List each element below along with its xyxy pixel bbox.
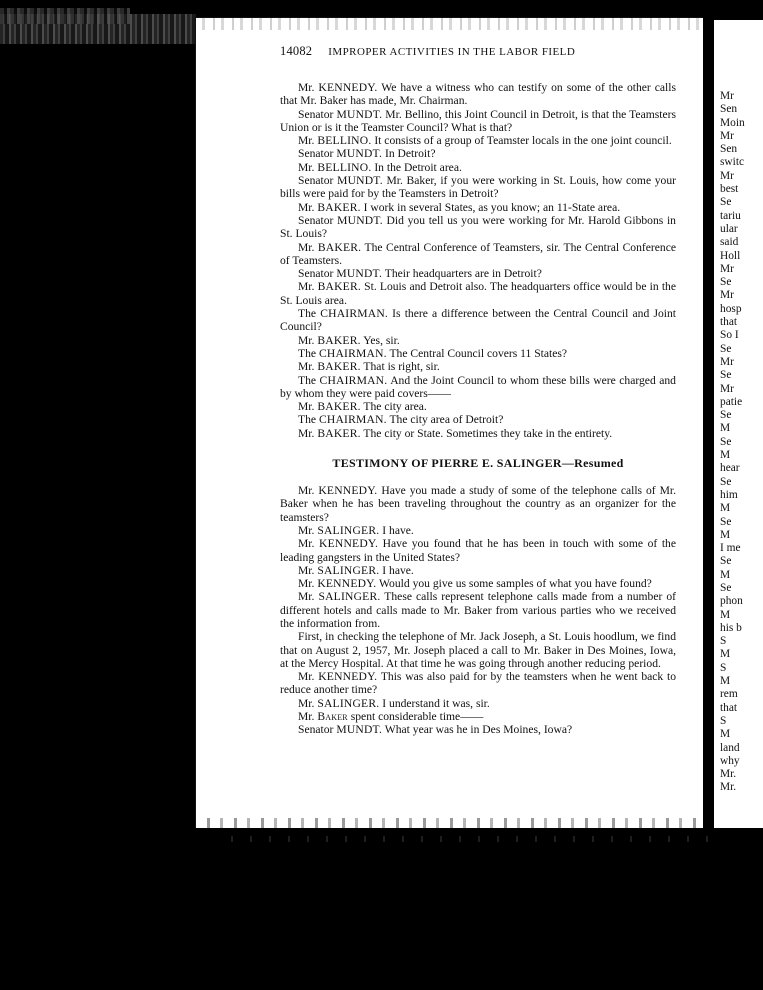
page-text-block [280, 44, 676, 737]
transcript-paragraph: Mr. BELLINO. It consists of a group of Teamster locals in the one joint council. [298, 134, 672, 148]
document-sheet [196, 18, 703, 828]
adjacent-text-line: S [720, 661, 727, 674]
adjacent-text-line: M [720, 502, 731, 515]
adjacent-text-line: M [720, 648, 731, 661]
adjacent-text-line: Se [720, 581, 732, 594]
adjacent-text-line: Mr [720, 262, 734, 275]
adjacent-text-line: Mr [720, 355, 734, 368]
adjacent-text-line: M [720, 449, 731, 462]
adjacent-text-line: I me [720, 542, 741, 555]
adjacent-text-line: hosp [720, 302, 742, 315]
adjacent-text-line: M [720, 568, 731, 581]
transcript-paragraph: Mr. KENNEDY. We have a witness who can testify on some of the other calls that Mr. Baker has made, Mr. Chairman. [280, 81, 677, 108]
transcript-paragraph: Mr. BAKER. The city or State. Sometimes they take in the entirety. [298, 426, 613, 440]
adjacent-text-line: Se [720, 555, 732, 568]
adjacent-text-line: Se [720, 276, 732, 289]
transcript-paragraph: Senator MUNDT. Did you tell us you were working for Mr. Harold Gibbons in St. Louis? [280, 213, 676, 241]
folio-number: 14082 [280, 44, 313, 58]
adjacent-text-line: Mr [720, 289, 734, 302]
scanner-noise-band-secondary [0, 8, 130, 24]
transcript-paragraph: Mr. BAKER. The city area. [298, 400, 427, 414]
transcript-paragraph: Mr. SALINGER. I understand it was, sir. [298, 696, 490, 710]
transcript-paragraph: Mr. KENNEDY. Would you give us some samples of what you have found? [298, 577, 652, 591]
transcript-paragraph: Senator MUNDT. What year was he in Des Moines, Iowa? [298, 723, 573, 737]
transcript-paragraph: The CHAIRMAN. The city area of Detroit? [298, 413, 504, 427]
page-header [280, 44, 676, 59]
adjacent-text-line: Se [720, 475, 732, 488]
adjacent-text-line: his b [720, 621, 742, 634]
adjacent-text-line: M [720, 608, 731, 621]
adjacent-text-line: S [720, 635, 727, 648]
adjacent-text-line: land [720, 741, 740, 754]
adjacent-text-line: Se [720, 196, 732, 209]
adjacent-text-line: Se [720, 369, 732, 382]
adjacent-text-line: Mr [720, 382, 734, 395]
adjacent-page-sliver [714, 20, 763, 835]
transcript-paragraph: Senator MUNDT. In Detroit? [298, 147, 436, 161]
adjacent-text-line: hear [720, 462, 740, 475]
adjacent-text-line: why [720, 754, 740, 767]
adjacent-text-line: Mr. [720, 768, 737, 781]
adjacent-text-line: Moin [720, 116, 745, 129]
adjacent-text-line: Se [720, 435, 732, 448]
transcript-paragraph: The CHAIRMAN. The Central Council covers 11 States? [298, 346, 568, 360]
adjacent-text-line: So I [720, 329, 739, 342]
adjacent-text-line: switc [720, 156, 745, 169]
transcript-paragraph: Senator MUNDT. Their headquarters are in Detroit? [298, 267, 542, 281]
transcript-paragraph: Mr. KENNEDY. Have you made a study of some of the telephone calls of Mr. Baker when he has been traveling throughout the country as an organizer for the teamsters? [280, 484, 676, 524]
adjacent-text-line: said [720, 236, 739, 249]
adjacent-text-line: M [720, 728, 731, 741]
adjacent-text-line: Mr [720, 90, 734, 102]
adjacent-text-line: that [720, 701, 738, 714]
adjacent-text-line: Sen [720, 143, 738, 156]
transcript-paragraph: Mr. BAKER. Yes, sir. [298, 333, 400, 347]
adjacent-text-line: rem [720, 688, 738, 701]
transcript-paragraph: Mr. SALINGER. I have. [298, 523, 414, 537]
transcript-paragraph: Mr. Baker spent considerable time—— [298, 710, 484, 724]
transcript-paragraph: Mr. SALINGER. These calls represent telephone calls made from a number of different hotels and calls made to Mr. Baker from various parties who we received the information from. [280, 590, 676, 630]
bottom-black-margin [0, 828, 763, 990]
adjacent-text-line: tariu [720, 209, 741, 222]
adjacent-text-line: that [720, 316, 738, 329]
top-black-margin [196, 0, 763, 18]
transcript-paragraph: Senator MUNDT. Mr. Baker, if you were working in St. Louis, how come your bills were paid for by the Teamsters in Detroit? [280, 174, 676, 201]
adjacent-text-line: Se [720, 342, 732, 355]
scan-artifact-speckle [214, 836, 714, 842]
transcript-paragraph: Mr. KENNEDY. Have you found that he has been in touch with some of the leading gangsters in the United States? [280, 537, 677, 564]
running-head: IMPROPER ACTIVITIES IN THE LABOR FIELD [328, 46, 576, 58]
adjacent-text-line: M [720, 528, 731, 541]
transcript-paragraph: Mr. SALINGER. I have. [298, 563, 414, 577]
adjacent-text-line: him [720, 488, 738, 501]
transcript-paragraph: Mr. BAKER. I work in several States, as you know; an 11-State area. [298, 200, 621, 214]
sheet-top-torn-edge [196, 18, 703, 30]
adjacent-text-line: M [720, 422, 731, 435]
transcript-paragraph: The CHAIRMAN. Is there a difference between the Central Council and Joint Council? [280, 307, 676, 334]
adjacent-text-line: patie [720, 395, 743, 408]
adjacent-text-line: Se [720, 515, 732, 528]
adjacent-text-line: M [720, 675, 731, 688]
adjacent-text-line: S [720, 714, 727, 727]
transcript-paragraph: The CHAIRMAN. And the Joint Council to whom these bills were charged and by whom they were paid covers—— [280, 373, 676, 400]
transcript-paragraph: Senator MUNDT. Mr. Bellino, this Joint Council in Detroit, is that the Teamsters Union or is it the Teamster Council? What is that? [280, 107, 676, 134]
adjacent-text-line: Mr [720, 169, 734, 182]
section-heading: TESTIMONY OF PIERRE E. SALINGER—Resumed [332, 456, 624, 471]
adjacent-text-line: Sen [720, 103, 738, 116]
transcript-paragraph: First, in checking the telephone of Mr. Jack Joseph, a St. Louis hoodlum, we find that on August 2, 1957, Mr. Joseph placed a call to Mr. Baker in Des Moines, Iowa, at the Mercy Hospital. At that time he was going through another reducing period. [280, 630, 676, 670]
adjacent-text-line: Holl [720, 249, 741, 262]
adjacent-text-line: Se [720, 409, 732, 422]
transcript-paragraph: Mr. BAKER. The Central Conference of Teamsters, sir. The Central Conference of Teamsters. [280, 240, 677, 267]
transcript-paragraph: Mr. KENNEDY. This was also paid for by the teamsters when he went back to reduce another time? [280, 670, 676, 697]
adjacent-text-line: Mr. [720, 781, 737, 790]
transcript-paragraph: Mr. BELLINO. In the Detroit area. [298, 160, 462, 174]
adjacent-text-line: best [720, 183, 739, 196]
adjacent-page-text [720, 90, 763, 790]
adjacent-text-line: phon [720, 595, 743, 608]
transcript-paragraph: Mr. BAKER. St. Louis and Detroit also. The headquarters office would be in the St. Louis area. [280, 280, 676, 307]
adjacent-text-line: ular [720, 222, 738, 235]
adjacent-text-line: Mr [720, 129, 734, 142]
transcript-paragraph: Mr. BAKER. That is right, sir. [298, 360, 440, 374]
